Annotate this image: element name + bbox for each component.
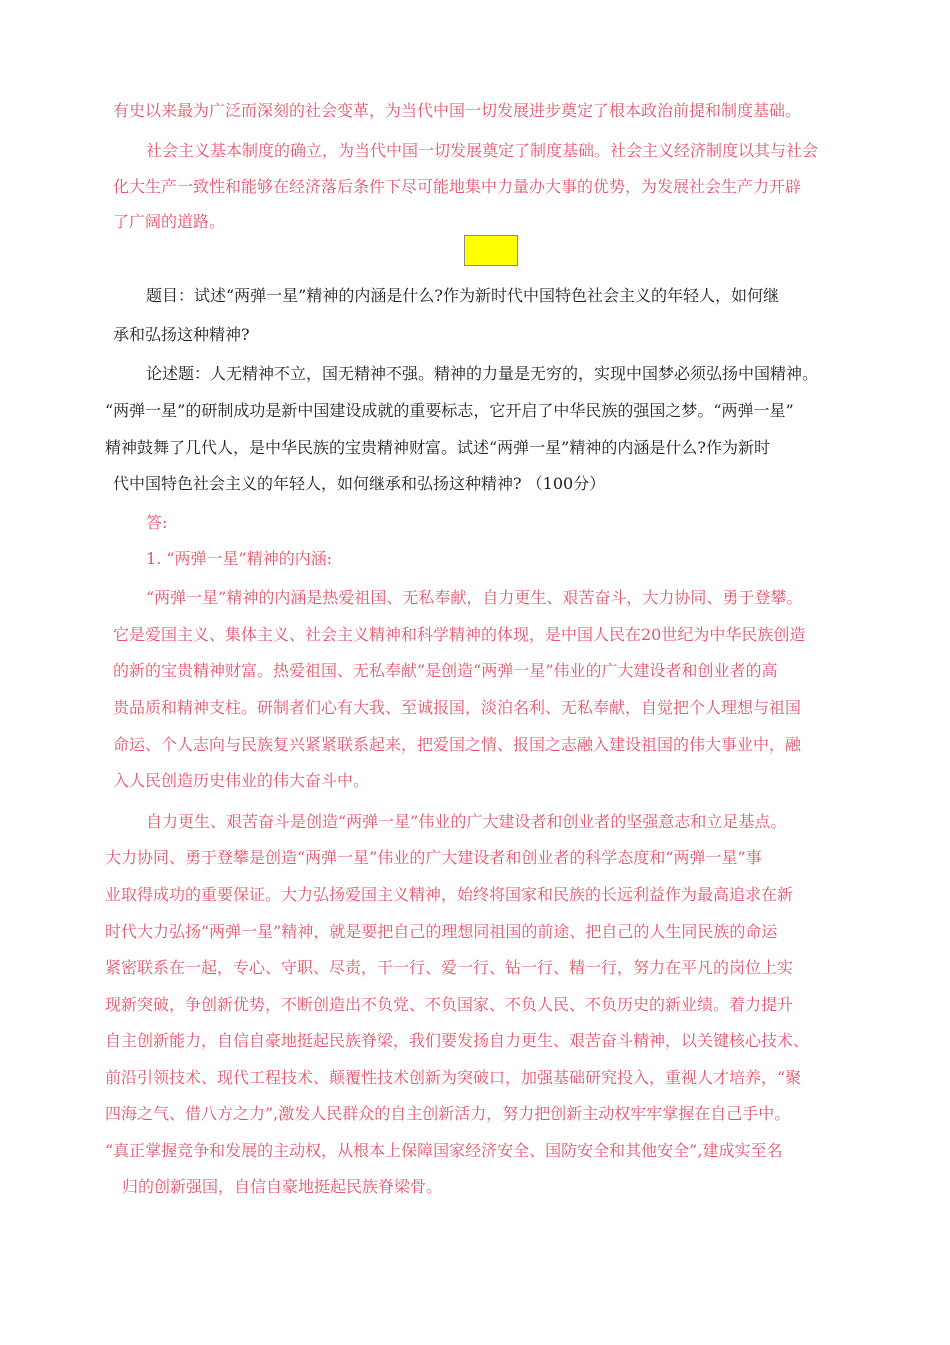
answer-p1-line-4: 贵品质和精神支柱。研制者们心有大我、至诚报国，淡泊名利、无私奉献，自觉把个人理想与祖国 bbox=[113, 698, 802, 717]
system-paragraph-line-1: 社会主义基本制度的确立，为当代中国一切发展奠定了制度基础。社会主义经济制度以其与社会 bbox=[146, 141, 819, 160]
essay-prompt-line-2: “两弹一星”的研制成功是新中国建设成就的重要标志，它开启了中华民族的强国之梦。“两弹一星” bbox=[105, 401, 794, 420]
answer-p2-line-8: 前沿引领技术、现代工程技术、颠覆性技术创新为突破口，加强基础研究投入，重视人才培养，“聚 bbox=[105, 1068, 802, 1087]
answer-p2-line-7: 自主创新能力，自信自豪地挺起民族脊梁，我们要发扬自力更生、艰苦奋斗精神，以关键核心技术、 bbox=[105, 1031, 810, 1050]
answer-p2-line-3: 业取得成功的重要保证。大力弘扬爱国主义精神，始终将国家和民族的长远利益作为最高追求在新 bbox=[105, 885, 794, 904]
yellow-highlight-box bbox=[464, 235, 518, 266]
answer-p2-line-11: 归的创新强国，自信自豪地挺起民族脊梁骨。 bbox=[122, 1177, 443, 1196]
answer-p1-line-1: “两弹一星”精神的内涵是热爱祖国、无私奉献，自力更生、艰苦奋斗，大力协同、勇于登攀。 bbox=[146, 588, 803, 607]
intro-line-1: 有史以来最为广泛而深刻的社会变革，为当代中国一切发展进步奠定了根本政治前提和制度基础。 bbox=[113, 101, 802, 120]
answer-p2-line-9: 四海之气、借八方之力”,激发人民群众的自主创新活力，努力把创新主动权牢牢掌握在自己手中。 bbox=[105, 1104, 791, 1123]
question-line-2: 承和弘扬这种精神? bbox=[113, 325, 250, 344]
system-paragraph-line-3: 了广阔的道路。 bbox=[113, 212, 226, 231]
answer-p1-line-6: 入人民创造历史伟业的伟大奋斗中。 bbox=[113, 771, 370, 790]
answer-p2-line-1: 自力更生、艰苦奋斗是创造“两弹一星”伟业的广大建设者和创业者的坚强意志和立足基点。 bbox=[146, 812, 787, 831]
essay-prompt-line-1: 论述题：人无精神不立，国无精神不强。精神的力量是无穷的，实现中国梦必须弘扬中国精神。 bbox=[146, 364, 819, 383]
essay-prompt-line-3: 精神鼓舞了几代人，是中华民族的宝贵精神财富。试述“两弹一星”精神的内涵是什么?作为新时 bbox=[105, 438, 770, 457]
system-paragraph-line-2: 化大生产一致性和能够在经济落后条件下尽可能地集中力量办大事的优势，为发展社会生产力开辟 bbox=[113, 177, 802, 196]
answer-p1-line-2: 它是爱国主义、集体主义、社会主义精神和科学精神的体现，是中国人民在20世纪为中华民族创造 bbox=[113, 625, 806, 644]
answer-p2-line-2: 大力协同、勇于登攀是创造“两弹一星”伟业的广大建设者和创业者的科学态度和“两弹一星”事 bbox=[105, 848, 762, 867]
answer-p1-line-3: 的新的宝贵精神财富。热爱祖国、无私奉献”是创造“两弹一星”伟业的广大建设者和创业者的高 bbox=[113, 661, 778, 680]
essay-prompt-line-4: 代中国特色社会主义的年轻人，如何继承和弘扬这种精神? （100分） bbox=[113, 474, 606, 493]
answer-p2-line-10: “真正掌握竞争和发展的主动权，从根本上保障国家经济安全、国防安全和其他安全”,建成实至名 bbox=[105, 1141, 783, 1160]
answer-p1-line-5: 命运、个人志向与民族复兴紧紧联系起来，把爱国之情、报国之志融入建设祖国的伟大事业中，融 bbox=[113, 735, 802, 754]
answer-section1-heading: 1. “两弹一星”精神的内涵: bbox=[146, 549, 333, 568]
answer-p2-line-6: 现新突破，争创新优势，不断创造出不负党、不负国家、不负人民、不负历史的新业绩。着力提升 bbox=[105, 995, 794, 1014]
answer-p2-line-4: 时代大力弘扬“两弹一星”精神，就是要把自己的理想同祖国的前途、把自己的人生同民族的命运 bbox=[105, 922, 778, 941]
question-line-1: 题目：试述“两弹一星”精神的内涵是什么?作为新时代中国特色社会主义的年轻人，如何继 bbox=[146, 286, 779, 305]
answer-p2-line-5: 紧密联系在一起，专心、守职、尽责，干一行、爱一行、钻一行、精一行，努力在平凡的岗位上实 bbox=[105, 958, 794, 977]
answer-label: 答: bbox=[146, 513, 168, 532]
